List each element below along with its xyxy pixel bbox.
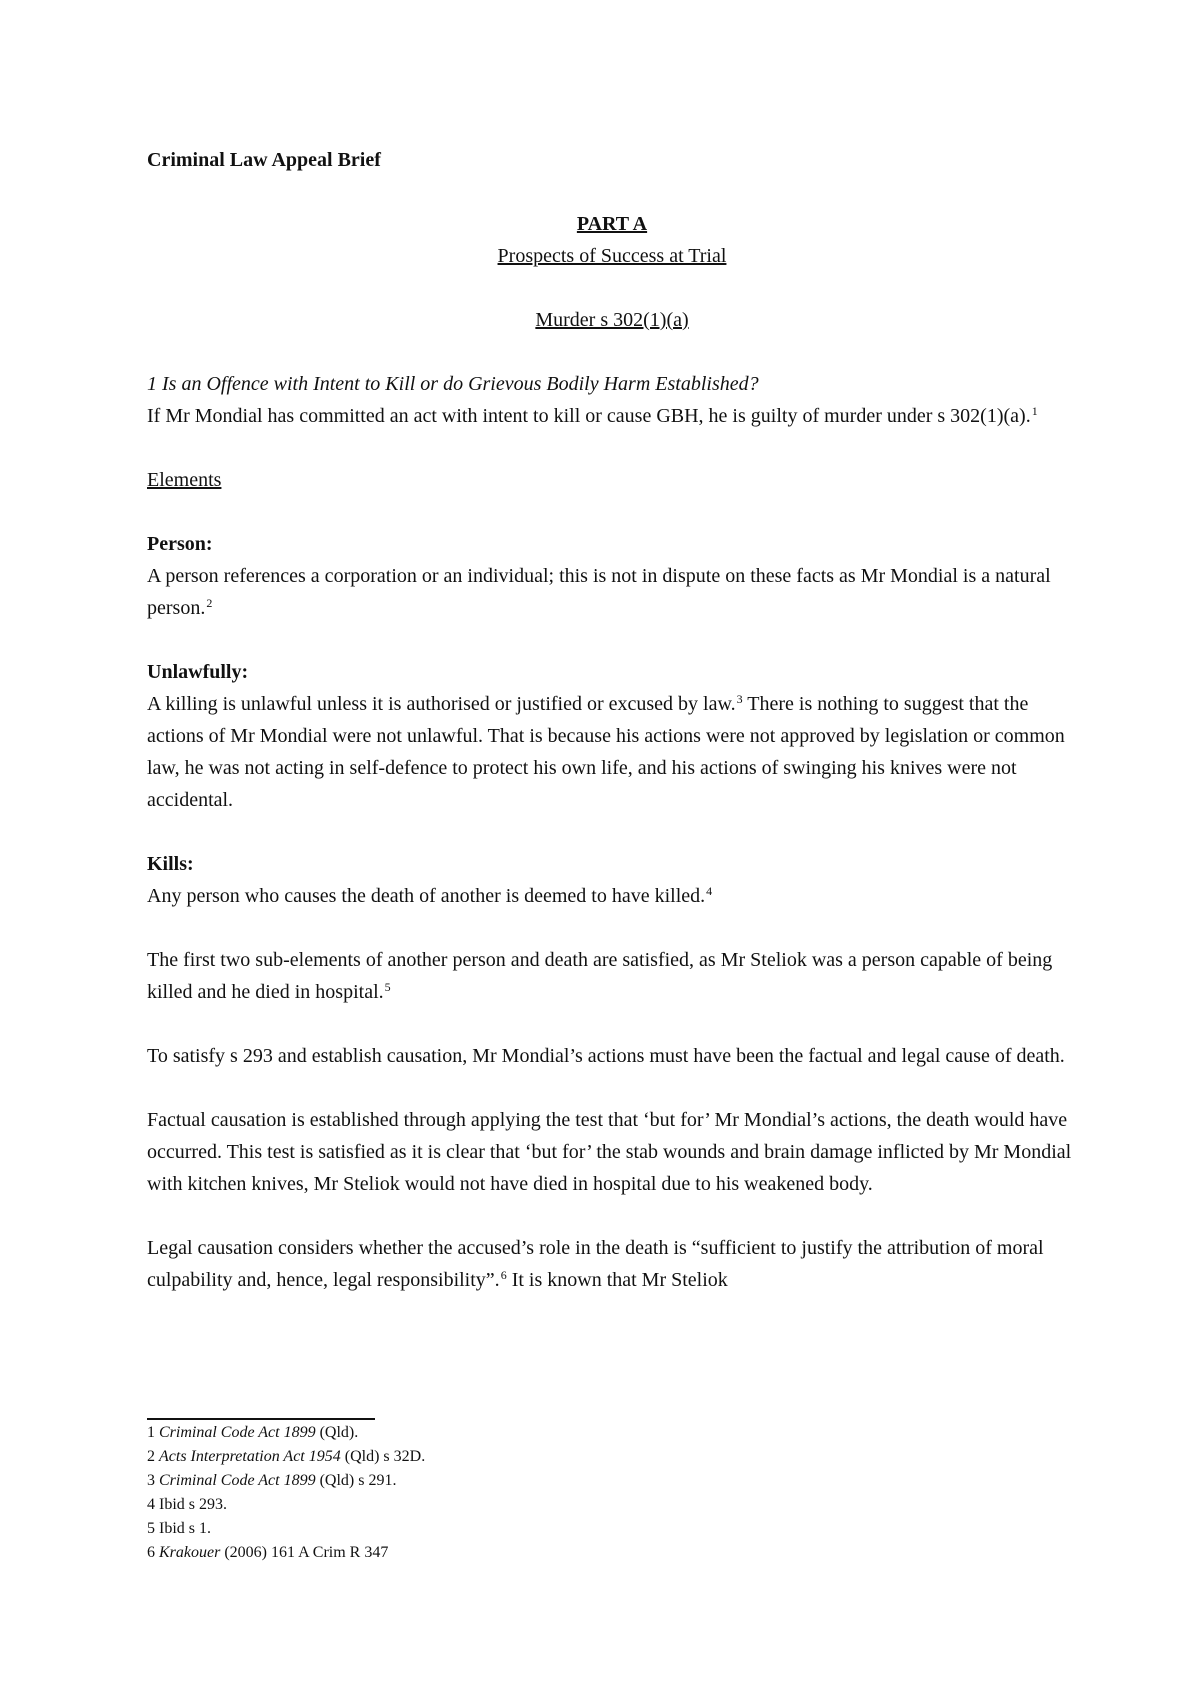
- question-heading: 1 Is an Offence with Intent to Kill or do Grievous Bodily Harm Established?: [147, 373, 759, 395]
- footnote-number: 3: [147, 1472, 155, 1489]
- footnote-item: [147, 1421, 1077, 1445]
- footnote-number: 4: [147, 1496, 155, 1513]
- legal-causation-text-b: It is known that Mr Steliok: [506, 1269, 728, 1291]
- unlawfully-paragraph: [147, 688, 1077, 816]
- footnote-number: 1: [147, 1424, 155, 1441]
- factual-causation-paragraph: Factual causation is established through applying the test that ‘but for’ Mr Mondial’s actions, the death would have occurred. This test is satisfied as it is clear that ‘but for’ the stab wounds and brain damage inflicted by Mr Mondial with kitchen knives, Mr Steliok would not have died in hospital due to his weakened body.: [147, 1109, 1072, 1195]
- s293-paragraph: To satisfy s 293 and establish causation, Mr Mondial’s actions must have been the factual and legal cause of death.: [147, 1045, 1065, 1067]
- sub-elements-paragraph: [147, 944, 1077, 1008]
- footnote-citation: Criminal Code Act 1899: [159, 1424, 316, 1441]
- footnote-text: (2006) 161 A Crim R 347: [220, 1544, 389, 1561]
- part-subheading: Prospects of Success at Trial: [497, 245, 727, 267]
- part-heading: PART A: [576, 213, 648, 235]
- legal-causation-text-a: Legal causation considers whether the accused’s role in the death is “sufficient to justify the attribution of moral culpability and, hence, legal responsibility”.: [147, 1237, 1044, 1291]
- footnotes: [147, 1421, 1077, 1565]
- offence-heading: Murder s 302(1)(a): [535, 309, 689, 331]
- footnote-item: [147, 1517, 1077, 1541]
- footnote-citation: Krakouer: [159, 1544, 221, 1561]
- footnote-ref-3: 3: [736, 692, 743, 706]
- legal-causation-paragraph: [147, 1232, 1077, 1296]
- document-body: [147, 144, 1077, 1296]
- footnote-ref-6: 6: [500, 1268, 507, 1282]
- kills-heading: Kills:: [147, 853, 194, 875]
- footnote-ref-1: 1: [1031, 404, 1038, 418]
- person-paragraph: [147, 560, 1077, 624]
- footnote-separator: [147, 1418, 375, 1420]
- footnote-citation: Criminal Code Act 1899: [159, 1472, 316, 1489]
- footnote-ref-5: 5: [384, 980, 391, 994]
- footnote-text: Ibid s 1.: [159, 1520, 211, 1537]
- footnote-item: [147, 1445, 1077, 1469]
- sub-elements-text: The first two sub-elements of another person and death are satisfied, as Mr Steliok was a person capable of being killed and he died in hospital.: [147, 949, 1053, 1003]
- unlawfully-text-a: A killing is unlawful unless it is authorised or justified or excused by law.: [147, 693, 736, 715]
- footnote-citation: Acts Interpretation Act 1954: [159, 1448, 341, 1465]
- footnote-number: 6: [147, 1544, 155, 1561]
- footnote-ref-4: 4: [706, 884, 713, 898]
- footnote-text: (Qld) s 291.: [315, 1472, 397, 1489]
- footnote-number: 5: [147, 1520, 155, 1537]
- unlawfully-heading: Unlawfully:: [147, 661, 249, 683]
- intro-paragraph: [147, 400, 1077, 432]
- intro-text: If Mr Mondial has committed an act with intent to kill or cause GBH, he is guilty of murder under s 302(1)(a).: [147, 405, 1031, 427]
- footnote-item: [147, 1469, 1077, 1493]
- footnote-item: [147, 1541, 1077, 1565]
- footnote-text: Ibid s 293.: [159, 1496, 227, 1513]
- footnote-ref-2: 2: [206, 596, 213, 610]
- person-text: A person references a corporation or an individual; this is not in dispute on these facts as Mr Mondial is a natural person.: [147, 565, 1051, 619]
- footnote-number: 2: [147, 1448, 155, 1465]
- document-title: Criminal Law Appeal Brief: [147, 149, 381, 171]
- kills-paragraph: [147, 880, 1077, 912]
- person-heading: Person:: [147, 533, 213, 555]
- footnote-item: [147, 1493, 1077, 1517]
- kills-text: Any person who causes the death of another is deemed to have killed.: [147, 885, 706, 907]
- elements-heading: Elements: [147, 469, 222, 491]
- unlawfully-text-b: There is nothing to suggest that the actions of Mr Mondial were not unlawful. That is because his actions were not approved by legislation or common law, he was not acting in self-defence to protect his own life, and his actions of swinging his knives were not accidental.: [147, 693, 1065, 811]
- footnote-text: (Qld) s 32D.: [340, 1448, 426, 1465]
- footnote-text: (Qld).: [315, 1424, 359, 1441]
